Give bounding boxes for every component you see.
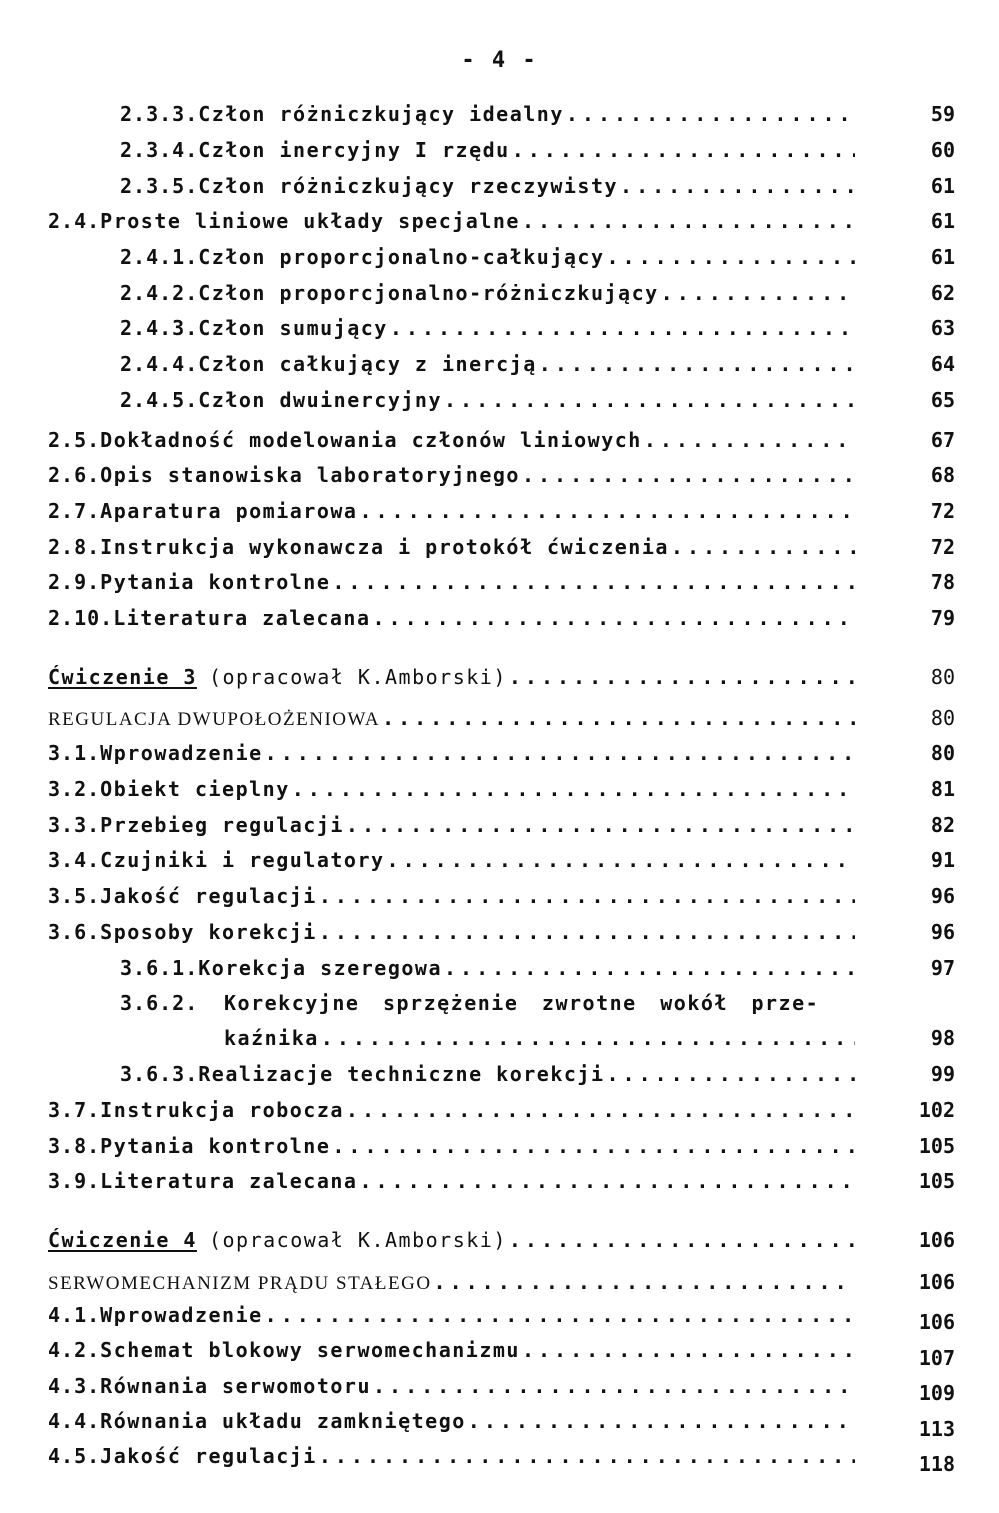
entry-title: Człon proporcjonalno-całkujący — [198, 245, 605, 269]
dot-leader — [604, 244, 855, 270]
entry-page: 79 — [930, 606, 955, 630]
toc-entry — [48, 1097, 855, 1123]
toc-chapter-title — [48, 705, 855, 733]
entry-title: Literatura zalecana — [113, 606, 371, 630]
toc-entry — [48, 740, 855, 766]
entry-number: 3.6.2. — [120, 991, 199, 1015]
exercise-author: (opracował K.Amborski) — [208, 1228, 507, 1252]
entry-page: 113 — [918, 1417, 955, 1441]
entry-number: 2.4.3. — [120, 316, 199, 340]
entry-page: 61 — [930, 245, 955, 269]
toc-entry — [48, 605, 855, 631]
entry-title: Przebieg regulacji — [100, 813, 344, 837]
toc-exercise-heading — [48, 1227, 855, 1253]
dot-leader — [330, 1133, 855, 1159]
toc-entry — [120, 351, 855, 377]
toc-entry — [48, 847, 855, 873]
entry-page: 62 — [930, 281, 955, 305]
entry-page: 105 — [918, 1169, 955, 1193]
entry-title: Człon całkujący z inercją — [198, 352, 537, 376]
toc-entry — [48, 812, 855, 838]
entry-page: 99 — [930, 1062, 955, 1086]
dot-leader — [520, 462, 855, 488]
entry-number: 2.8. — [48, 535, 101, 559]
entry-number: 2.10. — [48, 606, 114, 630]
entry-page: 61 — [930, 174, 955, 198]
entry-page: 65 — [930, 388, 955, 412]
entry-page: 72 — [930, 535, 955, 559]
dot-leader — [432, 1269, 855, 1295]
entry-number: 3.2. — [48, 777, 101, 801]
entry-title: Dokładność modelowania członów liniowych — [100, 428, 642, 452]
entry-page: 82 — [930, 813, 955, 837]
entry-number: 2.6. — [48, 463, 101, 487]
toc-entry — [48, 462, 855, 488]
toc-entry — [48, 776, 855, 802]
entry-page: 96 — [930, 920, 955, 944]
dot-leader — [510, 137, 855, 163]
entry-title: Czujniki i regulatory — [100, 848, 385, 872]
dot-leader — [520, 208, 855, 234]
dot-leader — [263, 1302, 855, 1328]
toc-entry — [120, 101, 855, 127]
dot-leader — [330, 569, 855, 595]
entry-title: Człon inercyjny I rzędu — [198, 138, 510, 162]
toc-entry — [120, 280, 855, 306]
dot-leader — [520, 1337, 855, 1363]
dot-leader — [263, 740, 855, 766]
entry-page: 80 — [930, 741, 955, 765]
entry-title: Aparatura pomiarowa — [100, 499, 358, 523]
entry-number: 4.5. — [48, 1444, 101, 1468]
toc-entry — [120, 955, 855, 981]
dot-leader — [537, 351, 855, 377]
dot-leader — [357, 498, 855, 524]
toc-chapter-title — [48, 1269, 855, 1297]
entry-number: 3.6.3. — [120, 1062, 199, 1086]
dot-leader — [507, 1227, 855, 1253]
entry-number: 4.4. — [48, 1409, 101, 1433]
entry-number: 3.9. — [48, 1169, 101, 1193]
dot-leader — [642, 427, 855, 453]
entry-title-continued: kaźnika — [224, 1026, 319, 1050]
dot-leader — [466, 1408, 855, 1434]
exercise-author: (opracował K.Amborski) — [208, 665, 507, 689]
entry-page: 106 — [918, 1270, 955, 1294]
entry-number: 2.3.3. — [120, 102, 199, 126]
toc-entry — [48, 1443, 855, 1469]
entry-number: 2.4.1. — [120, 245, 199, 269]
entry-title: Człon różniczkujący idealny — [198, 102, 564, 126]
toc-entry — [48, 569, 855, 595]
toc-entry — [48, 1337, 855, 1363]
entry-title: Człon sumujący — [198, 316, 388, 340]
entry-number: 3.6. — [48, 920, 101, 944]
dot-leader — [371, 1373, 855, 1399]
entry-page: 106 — [918, 1228, 955, 1252]
entry-title: Człon dwuinercyjny — [198, 388, 442, 412]
toc-entry — [120, 244, 855, 270]
entry-number: 3.1. — [48, 741, 101, 765]
entry-number: 3.3. — [48, 813, 101, 837]
exercise-title: Ćwiczenie 4 — [48, 1228, 197, 1252]
entry-title: Równania serwomotoru — [100, 1374, 371, 1398]
entry-title: Korekcyjne sprzężenie zwrotne wokół prze- — [224, 991, 820, 1015]
dot-leader — [317, 883, 855, 909]
entry-title: Instrukcja robocza — [100, 1098, 344, 1122]
entry-page: 63 — [930, 316, 955, 340]
dot-leader — [371, 605, 856, 631]
entry-page: 97 — [930, 956, 955, 980]
toc-entry-line2 — [224, 1025, 855, 1051]
entry-page: 96 — [930, 884, 955, 908]
entry-number: 2.5. — [48, 428, 101, 452]
entry-title: Literatura zalecana — [100, 1169, 358, 1193]
dot-leader — [618, 173, 855, 199]
entry-number: 3.6.1. — [120, 956, 199, 980]
entry-page: 61 — [930, 209, 955, 233]
toc-entry — [48, 534, 855, 560]
entry-page: 80 — [930, 706, 955, 730]
toc-entry — [48, 1302, 855, 1328]
entry-page: 98 — [930, 1026, 955, 1050]
entry-number: 2.3.4. — [120, 138, 199, 162]
toc-entry — [48, 1373, 855, 1399]
dot-leader — [317, 919, 855, 945]
entry-title: Człon różniczkujący rzeczywisty — [198, 174, 619, 198]
entry-page: 81 — [930, 777, 955, 801]
entry-title: Sposoby korekcji — [100, 920, 317, 944]
dot-leader — [442, 955, 855, 981]
entry-page: 118 — [918, 1452, 955, 1476]
toc-entry — [48, 883, 855, 909]
toc-exercise-heading — [48, 664, 855, 690]
entry-title: Realizacje techniczne korekcji — [198, 1062, 605, 1086]
dot-leader — [564, 101, 855, 127]
dot-leader — [388, 315, 855, 341]
toc-entry — [48, 1408, 855, 1434]
entry-number: 2.4.4. — [120, 352, 199, 376]
entry-title: Obiekt cieplny — [100, 777, 290, 801]
entry-number: 2.3.5. — [120, 174, 199, 198]
chapter-title: REGULACJA DWUPOŁOŻENIOWA — [48, 709, 381, 730]
entry-page: 59 — [930, 102, 955, 126]
entry-page: 64 — [930, 352, 955, 376]
toc-entry — [48, 427, 855, 453]
entry-number: 4.1. — [48, 1303, 101, 1327]
entry-title: Wprowadzenie — [100, 741, 263, 765]
dot-leader — [357, 1168, 855, 1194]
entry-title: Jakość regulacji — [100, 884, 317, 908]
entry-page: 106 — [918, 1310, 955, 1334]
entry-page: 60 — [930, 138, 955, 162]
entry-page: 107 — [918, 1346, 955, 1370]
entry-page: 68 — [930, 463, 955, 487]
entry-title: Wprowadzenie — [100, 1303, 263, 1327]
dot-leader — [344, 812, 855, 838]
entry-page: 105 — [918, 1134, 955, 1158]
entry-title: Schemat blokowy serwomechanizmu — [100, 1338, 520, 1362]
toc-entry — [120, 137, 855, 163]
entry-number: 3.8. — [48, 1134, 101, 1158]
dot-leader — [344, 1097, 855, 1123]
toc-entry — [48, 208, 855, 234]
entry-page: 91 — [930, 848, 955, 872]
entry-page: 80 — [930, 665, 955, 689]
entry-title: Opis stanowiska laboratoryjnego — [100, 463, 520, 487]
dot-leader — [290, 776, 855, 802]
toc-entry — [120, 173, 855, 199]
entry-title: Pytania kontrolne — [100, 1134, 331, 1158]
entry-number: 2.7. — [48, 499, 101, 523]
entry-number: 4.2. — [48, 1338, 101, 1362]
dot-leader — [507, 664, 855, 690]
entry-title: Jakość regulacji — [100, 1444, 317, 1468]
dot-leader — [442, 387, 855, 413]
entry-number: 3.4. — [48, 848, 101, 872]
entry-number: 3.7. — [48, 1098, 101, 1122]
dot-leader — [669, 534, 855, 560]
entry-number: 2.4. — [48, 209, 101, 233]
entry-title: Instrukcja wykonawcza i protokół ćwiczenia — [100, 535, 669, 559]
entry-number: 4.3. — [48, 1374, 101, 1398]
toc-entry — [48, 919, 855, 945]
dot-leader — [659, 280, 855, 306]
entry-number: 2.4.5. — [120, 388, 199, 412]
entry-page: 72 — [930, 499, 955, 523]
page-number: - 4 - — [461, 48, 538, 73]
entry-number: 2.9. — [48, 570, 101, 594]
entry-number: 3.5. — [48, 884, 101, 908]
entry-page: 78 — [930, 570, 955, 594]
entry-number: 2.4.2. — [120, 281, 199, 305]
toc-entry — [48, 1133, 855, 1159]
entry-page: 67 — [930, 428, 955, 452]
toc-entry — [120, 387, 855, 413]
toc-entry — [48, 498, 855, 524]
dot-leader — [385, 847, 855, 873]
toc-entry — [48, 1168, 855, 1194]
entry-title: Człon proporcjonalno-różniczkujący — [198, 281, 659, 305]
dot-leader — [319, 1025, 855, 1051]
toc-entry — [120, 315, 855, 341]
dot-leader — [380, 705, 855, 731]
entry-title: Proste liniowe układy specjalne — [100, 209, 520, 233]
entry-page: 102 — [918, 1098, 955, 1122]
exercise-title: Ćwiczenie 3 — [48, 665, 197, 689]
entry-page: 109 — [918, 1381, 955, 1405]
dot-leader — [317, 1443, 855, 1469]
chapter-title: SERWOMECHANIZM PRĄDU STAŁEGO — [48, 1273, 432, 1294]
toc-entry — [120, 1061, 855, 1087]
dot-leader — [604, 1061, 855, 1087]
entry-title: Pytania kontrolne — [100, 570, 331, 594]
entry-title: Korekcja szeregowa — [198, 956, 442, 980]
toc-entry-line1 — [120, 990, 819, 1016]
entry-title: Równania układu zamkniętego — [100, 1409, 466, 1433]
